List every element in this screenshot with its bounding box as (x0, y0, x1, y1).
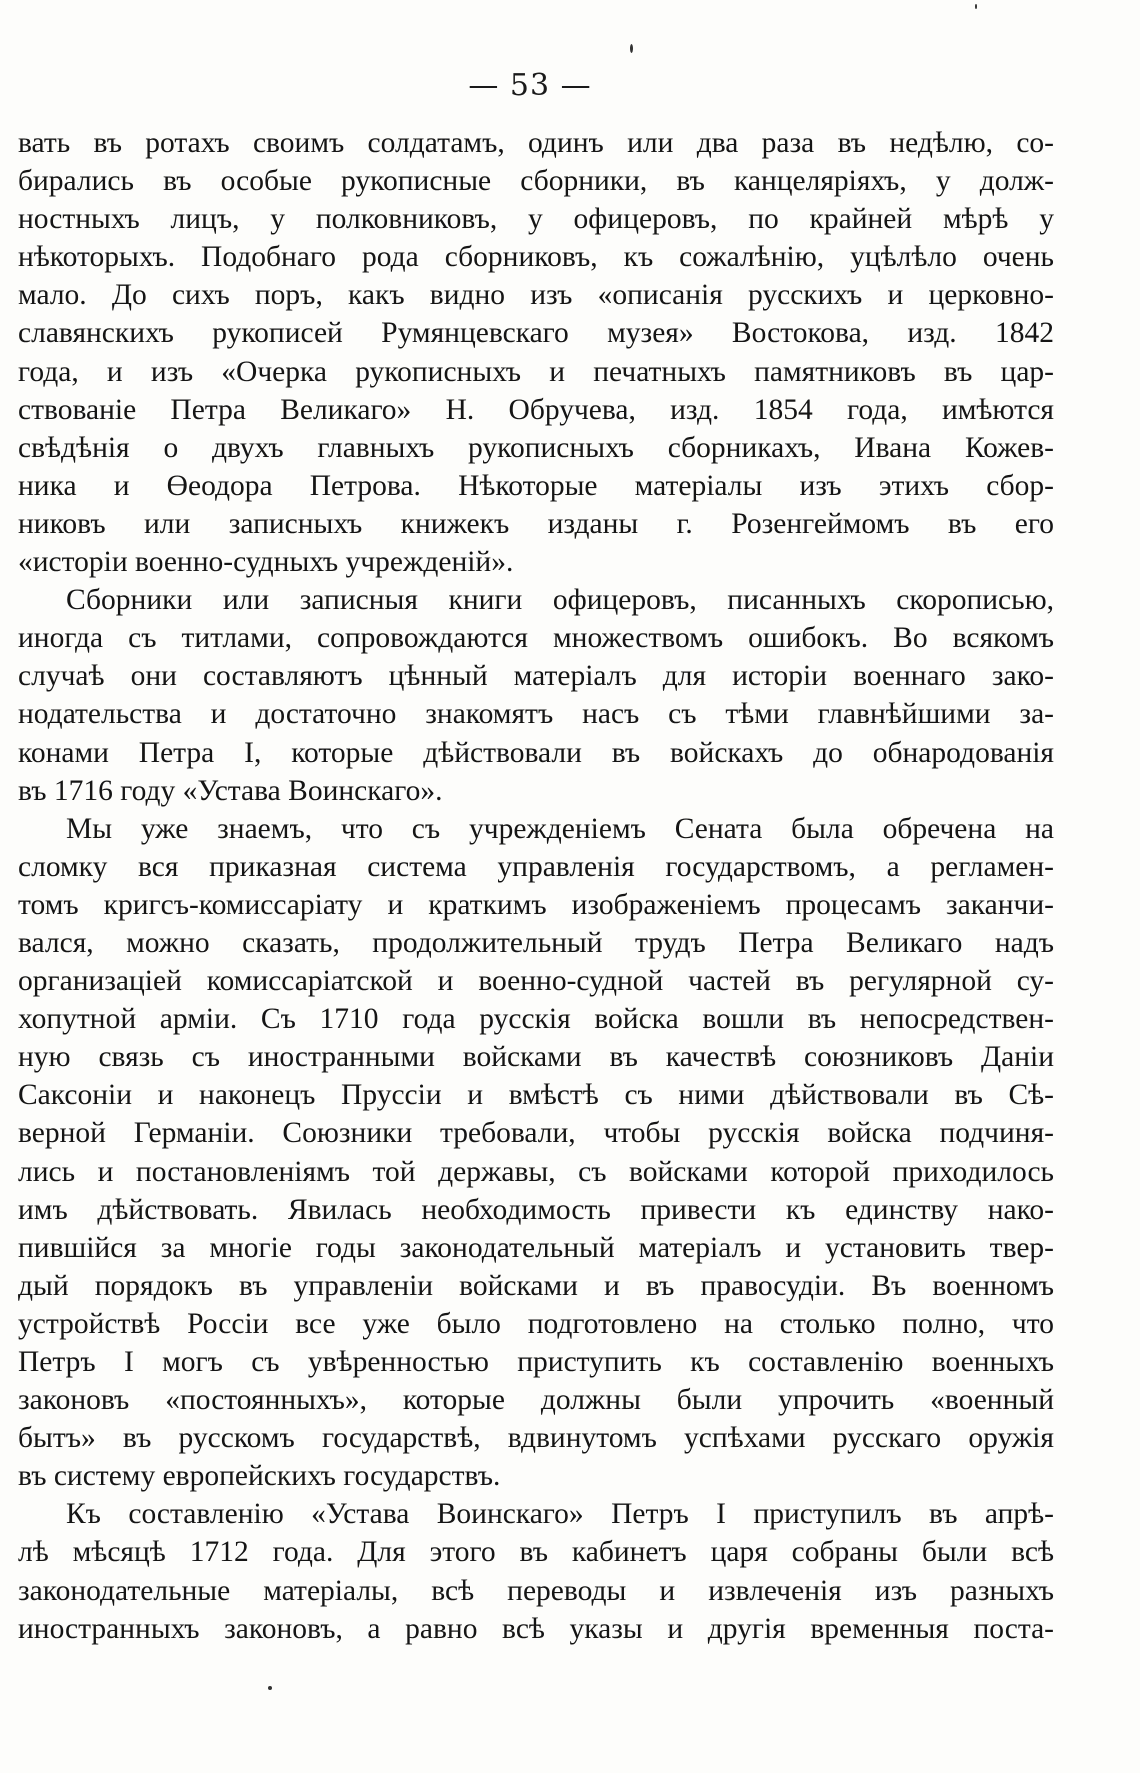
text-line: мало. До сихъ поръ, какъ видно изъ «описанія русскихъ и церковно- (18, 279, 1054, 312)
text-line: никовъ или записныхъ книжекъ изданы г. Розенгеймомъ въ его (18, 507, 1054, 540)
ink-speck (268, 1686, 272, 1690)
text-line: лись и постановленіямъ той державы, съ войсками которой приходилось (18, 1155, 1054, 1188)
text-line: Саксоніи и наконецъ Пруссіи и вмѣстѣ съ ними дѣйствовали въ Сѣ- (18, 1079, 1054, 1112)
paragraph-4 (18, 1495, 1054, 1647)
text-line: Сборники или записныя книги офицеровъ, писанныхъ скорописью, (66, 584, 1054, 617)
text-line: Петръ I могъ съ увѣренностью приступить къ составленію военныхъ (18, 1346, 1054, 1378)
body-text (18, 124, 1054, 1648)
text-line: законовъ «постоянныхъ», которые должны были упрочить «военный (18, 1384, 1054, 1417)
text-line: бытъ» въ русскомъ государствѣ, вдвинутомъ успѣхами русскаго оружія (18, 1422, 1054, 1455)
paragraph-3 (18, 810, 1054, 1496)
text-line: организаціей комиссаріатской и военно-судной частей въ регулярной су- (18, 965, 1054, 998)
text-line: вался, можно сказать, продолжительный трудъ Петра Великаго надъ (18, 926, 1054, 959)
text-line: Къ составленію «Устава Воинскаго» Петръ I приступилъ въ апрѣ- (66, 1498, 1054, 1531)
text-line: ника и Өеодора Петрова. Нѣкоторые матеріалы изъ этихъ сбор- (18, 469, 1054, 502)
text-line: пившійся за многіе годы законодательный матеріалъ и установить твер- (18, 1231, 1054, 1264)
text-line: ную связь съ иностранными войсками въ качествѣ союзниковъ Даніи (18, 1041, 1054, 1074)
text-line: верной Германіи. Союзники требовали, чтобы русскія войска подчиня- (18, 1117, 1054, 1150)
text-line: случаѣ они составляютъ цѣнный матеріалъ для исторіи военнаго зако- (18, 660, 1054, 693)
text-line: конами Петра I, которые дѣйствовали въ войскахъ до обнародованія (18, 736, 1054, 769)
text-line: иностранныхъ законовъ, а равно всѣ указы и другія временныя поста- (18, 1612, 1054, 1645)
text-line: Мы уже знаемъ, что съ учрежденіемъ Сената была обречена на (66, 812, 1054, 845)
text-line: имъ дѣйствовать. Явилась необходимость привести къ единству нако- (18, 1193, 1054, 1226)
text-line: вать въ ротахъ своимъ солдатамъ, одинъ или два раза въ недѣлю, со- (18, 127, 1054, 159)
text-line: хопутной арміи. Съ 1710 года русскія войска вошли въ непосредствен- (18, 1003, 1054, 1036)
text-line: нодательства и достаточно знакомятъ насъ съ тѣми главнѣйшими за- (18, 698, 1054, 731)
text-line: въ систему европейскихъ государствъ. (18, 1460, 501, 1493)
text-line: лѣ мѣсяцѣ 1712 года. Для этого въ кабинетъ царя собраны были всѣ (18, 1536, 1054, 1569)
text-line: въ 1716 году «Устава Воинскаго». (18, 774, 443, 807)
text-line: сломку вся приказная система управленія государствомъ, а регламен- (18, 850, 1054, 883)
text-line: устройствѣ Россіи все уже было подготовлено на столько полно, что (18, 1307, 1054, 1340)
text-line: законодательные матеріалы, всѣ переводы и извлеченія изъ разныхъ (18, 1574, 1054, 1607)
text-line: ностныхъ лицъ, у полковниковъ, у офицеровъ, по крайней мѣрѣ у (18, 203, 1054, 236)
text-line: бирались въ особые рукописные сборники, въ канцеляріяхъ, у долж- (18, 165, 1054, 198)
text-line: славянскихъ рукописей Румянцевскаго музея» Востокова, изд. 1842 (18, 317, 1054, 350)
text-line: года, и изъ «Очерка рукописныхъ и печатныхъ памятниковъ въ цар- (18, 355, 1054, 388)
ink-speck (975, 4, 977, 9)
text-line: ствованіе Петра Великаго» Н. Обручева, изд. 1854 года, имѣются (18, 393, 1054, 426)
text-line: «исторіи военно-судныхъ учрежденій». (18, 546, 514, 579)
page-number: — 53 — (468, 68, 592, 103)
text-line: иногда съ титлами, сопровождаются множествомъ ошибокъ. Во всякомъ (18, 622, 1054, 655)
text-line: дый порядокъ въ управленіи войсками и въ правосудіи. Въ военномъ (18, 1269, 1054, 1302)
text-line: свѣдѣнія о двухъ главныхъ рукописныхъ сборникахъ, Ивана Кожев- (18, 431, 1054, 464)
paragraph-2 (18, 581, 1054, 810)
paragraph-1 (18, 124, 1054, 581)
text-line: нѣкоторыхъ. Подобнаго рода сборниковъ, къ сожалѣнію, уцѣлѣло очень (18, 241, 1054, 274)
text-line: томъ кригсъ-комиссаріату и краткимъ изображеніемъ процесамъ заканчи- (18, 888, 1054, 921)
ink-speck (630, 44, 633, 53)
